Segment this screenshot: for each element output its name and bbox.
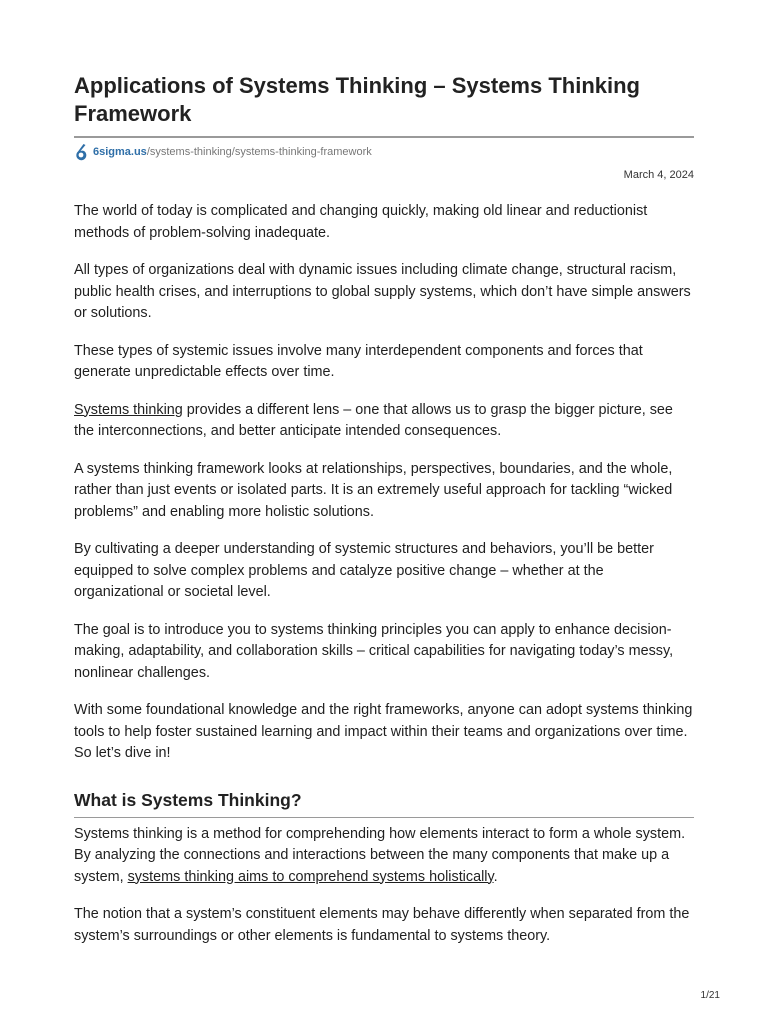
paragraph: All types of organizations deal with dynamic issues including climate change, structural racism, public health crises, and interruptions to global supply systems, which don’t have simple answers or solutions.	[74, 262, 691, 321]
systems-thinking-link[interactable]: Systems thinking	[74, 401, 183, 418]
document-page	[74, 0, 694, 963]
title-divider	[74, 136, 694, 138]
paragraph: With some foundational knowledge and the right frameworks, anyone can adopt systems thinking tools to help foster sustained learning and impact within their teams and organizations over time. So let’s dive in!	[74, 702, 693, 761]
source-domain[interactable]: 6sigma.us	[93, 146, 147, 158]
paragraph-text: Systems thinking is a method for comprehending how elements interact to form a whole system. By analyzing the connections and interactions between the many components that make up a system,	[74, 825, 686, 885]
paragraph: By cultivating a deeper understanding of systemic structures and behaviors, you’ll be better equipped to solve complex problems and catalyze positive change – whether at the organizational or societal level.	[74, 541, 654, 600]
section-body	[74, 824, 694, 948]
article-body	[74, 201, 694, 765]
source-line	[74, 142, 694, 162]
holistic-systems-link[interactable]: systems thinking aims to comprehend systems holistically	[127, 868, 494, 885]
page-title: Applications of Systems Thinking – Systems Thinking Framework	[74, 73, 640, 126]
paragraph	[74, 824, 694, 889]
paragraph: The world of today is complicated and changing quickly, making old linear and reductionist methods of problem-solving inadequate.	[74, 203, 648, 241]
paragraph: A systems thinking framework looks at relationships, perspectives, boundaries, and the whole, rather than just events or isolated parts. It is an extremely useful approach for tackling “wicked problems” and enabling more holistic solutions.	[74, 460, 673, 520]
section-heading: What is Systems Thinking?	[74, 789, 302, 810]
paragraph: These types of systemic issues involve many interdependent components and forces that generate unpredictable effects over time.	[74, 342, 643, 380]
section-divider	[74, 817, 694, 818]
publish-date: March 4, 2024	[623, 169, 694, 181]
paragraph	[74, 400, 694, 443]
paragraph-text: provides a different lens – one that allows us to grasp the bigger picture, see the interconnections, and better anticipate intended consequences.	[74, 401, 673, 439]
paragraph-text: .	[493, 868, 498, 885]
6sigma-logo-icon	[74, 143, 88, 161]
source-path[interactable]: /systems-thinking/systems-thinking-framework	[146, 146, 372, 158]
page-number: 1/21	[700, 990, 720, 1001]
paragraph: The goal is to introduce you to systems thinking principles you can apply to enhance decision-making, adaptability, and collaboration skills – critical capabilities for navigating today’s messy, nonlinear challenges.	[74, 621, 674, 681]
paragraph: The notion that a system’s constituent elements may behave differently when separated from the system’s surroundings or other elements is fundamental to systems theory.	[74, 906, 690, 944]
